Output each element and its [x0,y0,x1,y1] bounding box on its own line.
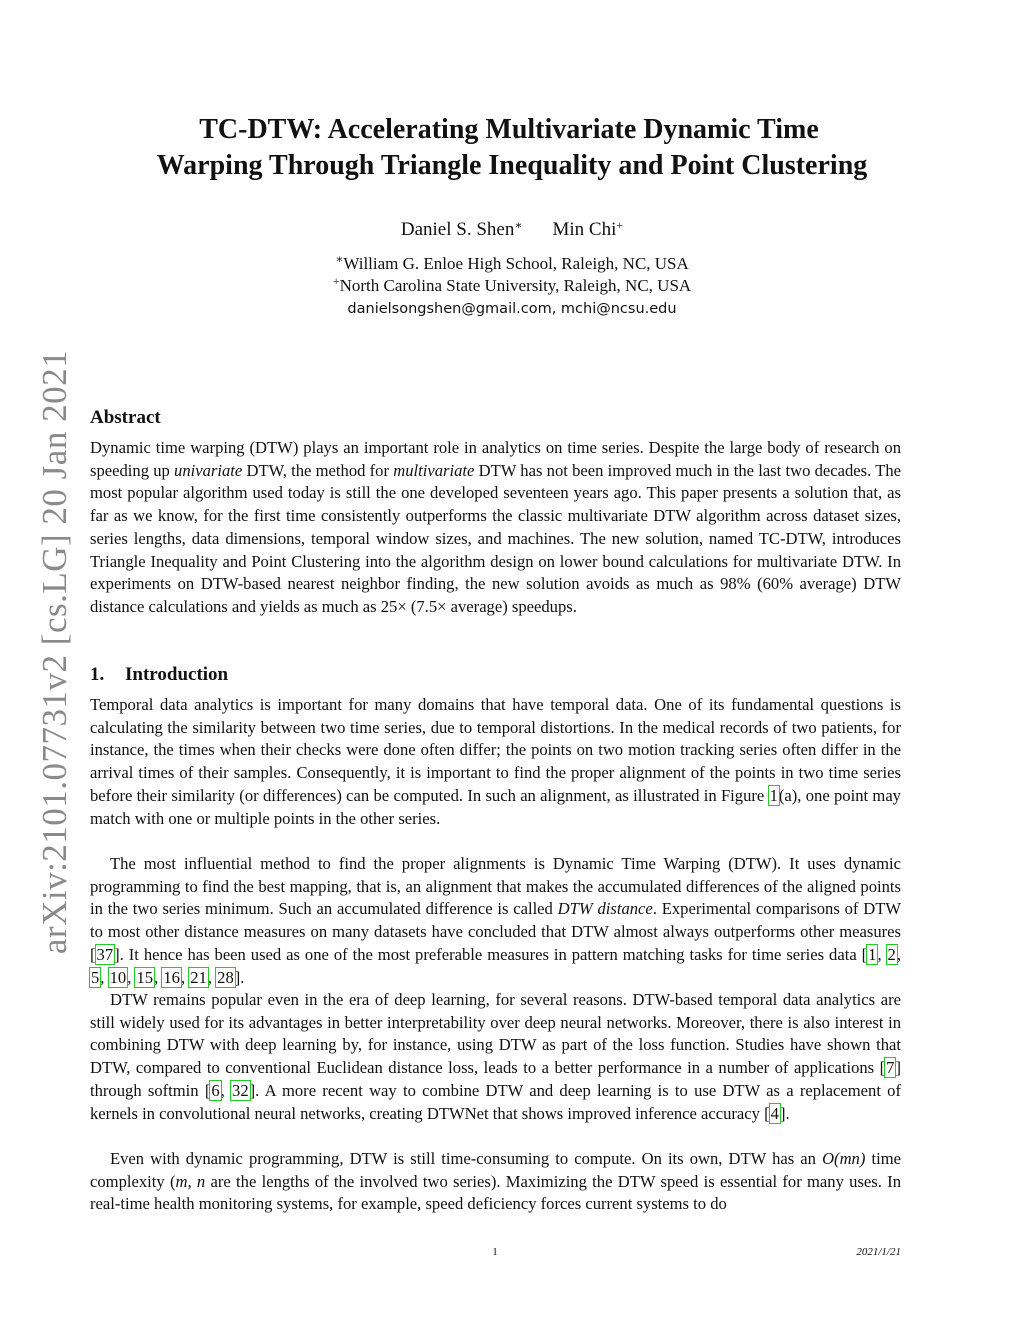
affiliation-mark: + [332,274,340,288]
text-run: are the lengths of the involved two series). Maximizing the DTW speed is essential for many uses. In real-time health monitoring systems, for example, speed deficiency forces current systems to do [90,1171,901,1214]
intro-paragraph-3 [90,989,901,1125]
citation-link[interactable]: 6 [211,1080,220,1100]
math-expression: O(mn) [822,1149,866,1168]
citation-link[interactable]: 10 [109,967,127,987]
text-run: time complexity ( [90,1149,901,1191]
section-number: 1. [90,664,105,685]
text-run: ]. [234,967,245,987]
separator: , [896,944,901,964]
footer-date: 2021/1/21 [856,1246,901,1258]
author-name: Daniel S. Shen [400,219,515,240]
intro-paragraph-1 [90,694,901,830]
affiliation-1 [0,252,1024,274]
text-run: Temporal data analytics is important for many domains that have temporal data. One of its fundamental questions is calculating the similarity between two time series, due to temporal distortions. In the medical records of two patients, for instance, the times when their checks were done often differ; the points on two motion tracking series often differ in the arrival times of their samples. Consequently, it is important to find the proper alignment of the points in two time series before their similarity (or differences) can be computed. In such an alignment, as illustrated in Figure [90,695,901,805]
separator: , [100,967,109,987]
affiliation-text: William G. Enloe High School, Raleigh, NC, USA [343,254,689,273]
page-number: 1 [492,1246,498,1258]
emphasis: multivariate [393,460,475,480]
text-run: (a), one point may match with one or multiple points in the other series. [90,785,901,828]
author-name: Min Chi [552,219,617,240]
affiliation-2 [0,274,1024,296]
text-run: ] through softmin [ [90,1058,901,1100]
emphasis: univariate [174,460,243,480]
citation-link[interactable]: 28 [217,967,234,987]
paper-title-line-2: Warping Through Triangle Inequality and Point Clustering [156,150,868,181]
emphasis: DTW distance [557,899,653,919]
section-title: Introduction [125,664,229,685]
text-run: DTW, the method for [242,460,394,480]
text-run: . Experimental comparisons of DTW to most other distance measures on many datasets have concluded that DTW almost always outperforms other measures [ [90,899,901,964]
author-list [0,218,1024,241]
separator: , [180,967,190,987]
text-run: ]. A more recent way to combine DTW and deep learning is to use DTW as a replacement of kernels in convolutional neural networks, creating DTWNet that shows improved inference accuracy [ [90,1080,901,1123]
citation-link[interactable]: 4 [770,1103,779,1123]
intro-paragraph-2 [90,853,901,989]
author-mark: + [616,218,624,232]
text-run: The most influential method to find the proper alignments is Dynamic Time Warping (DTW). It uses dynamic programming to find the best mapping, that is, an alignment that makes the accumulated differences of the aligned points in the two series minimum. Such an accumulated difference is called [90,854,901,919]
separator: , [154,967,163,987]
separator: , [207,967,217,987]
arxiv-id-stamp: arXiv:2101.07731v2 [cs.LG] 20 Jan 2021 [35,349,74,955]
figure-link[interactable]: 1 [769,785,778,805]
citation-link[interactable]: 32 [232,1080,249,1100]
citation-link[interactable]: 7 [886,1058,895,1078]
affiliation-text: North Carolina State University, Raleigh, NC, USA [339,276,692,295]
intro-paragraph-4 [90,1148,901,1216]
citation-link[interactable]: 5 [91,967,100,987]
author-emails[interactable]: danielsongshen@gmail.com, mchi@ncsu.edu [347,301,677,317]
affiliation-mark: ∗ [335,252,344,266]
abstract-text [90,437,901,619]
separator: , [127,967,136,987]
text-run: Even with dynamic programming, DTW is still time-consuming to compute. On its own, DTW has an [110,1149,823,1168]
text-run: ]. [779,1103,790,1123]
citation-link[interactable]: 16 [163,967,180,987]
math-expression: m, n [175,1171,206,1191]
text-run: ]. It hence has been used as one of the most preferable measures in pattern matching tasks for time series data [ [114,944,868,964]
author-mark: ∗ [514,218,523,232]
citation-link[interactable]: 37 [96,944,114,964]
separator: , [877,944,887,964]
citation-link[interactable]: 1 [868,944,877,964]
citation-link[interactable]: 21 [190,967,207,987]
citation-link[interactable]: 2 [887,944,896,964]
text-run: DTW has not been improved much in the last two decades. The most popular algorithm used today is still the one developed seventeen years ago. This paper presents a solution that, as far as we know, for the first time consistently outperforms the classic multivariate DTW algorithm across dataset sizes, series lengths, data dimensions, temporal window sizes, and machines. The new solution, named TC-DTW, introduces Triangle Inequality and Point Clustering into the algorithm design on lower bound calculations for multivariate DTW. In experiments on DTW-based nearest neighbor finding, the new solution avoids as much as 98% (60% average) DTW distance calculations and yields as much as 25× (7.5× average) speedups. [90,460,901,616]
abstract-heading: Abstract [90,407,161,428]
text-run: DTW remains popular even in the era of deep learning, for several reasons. DTW-based temporal data analytics are still widely used for its advantages in better interpretability over deep neural networks. Moreover, there is also interest in combining DTW with deep learning by, for instance, using DTW as part of the loss function. Studies have shown that DTW, compared to conventional Euclidean distance loss, leads to a better performance in a number of applications [ [90,990,901,1078]
separator: , [220,1080,232,1100]
citation-link[interactable]: 15 [136,967,154,987]
section-heading-introduction [90,664,228,686]
paper-title-line-1: TC-DTW: Accelerating Multivariate Dynamic Time [199,114,819,145]
text-run: Dynamic time warping (DTW) plays an important role in analytics on time series. Despite the large body of research on speeding up [90,438,901,480]
